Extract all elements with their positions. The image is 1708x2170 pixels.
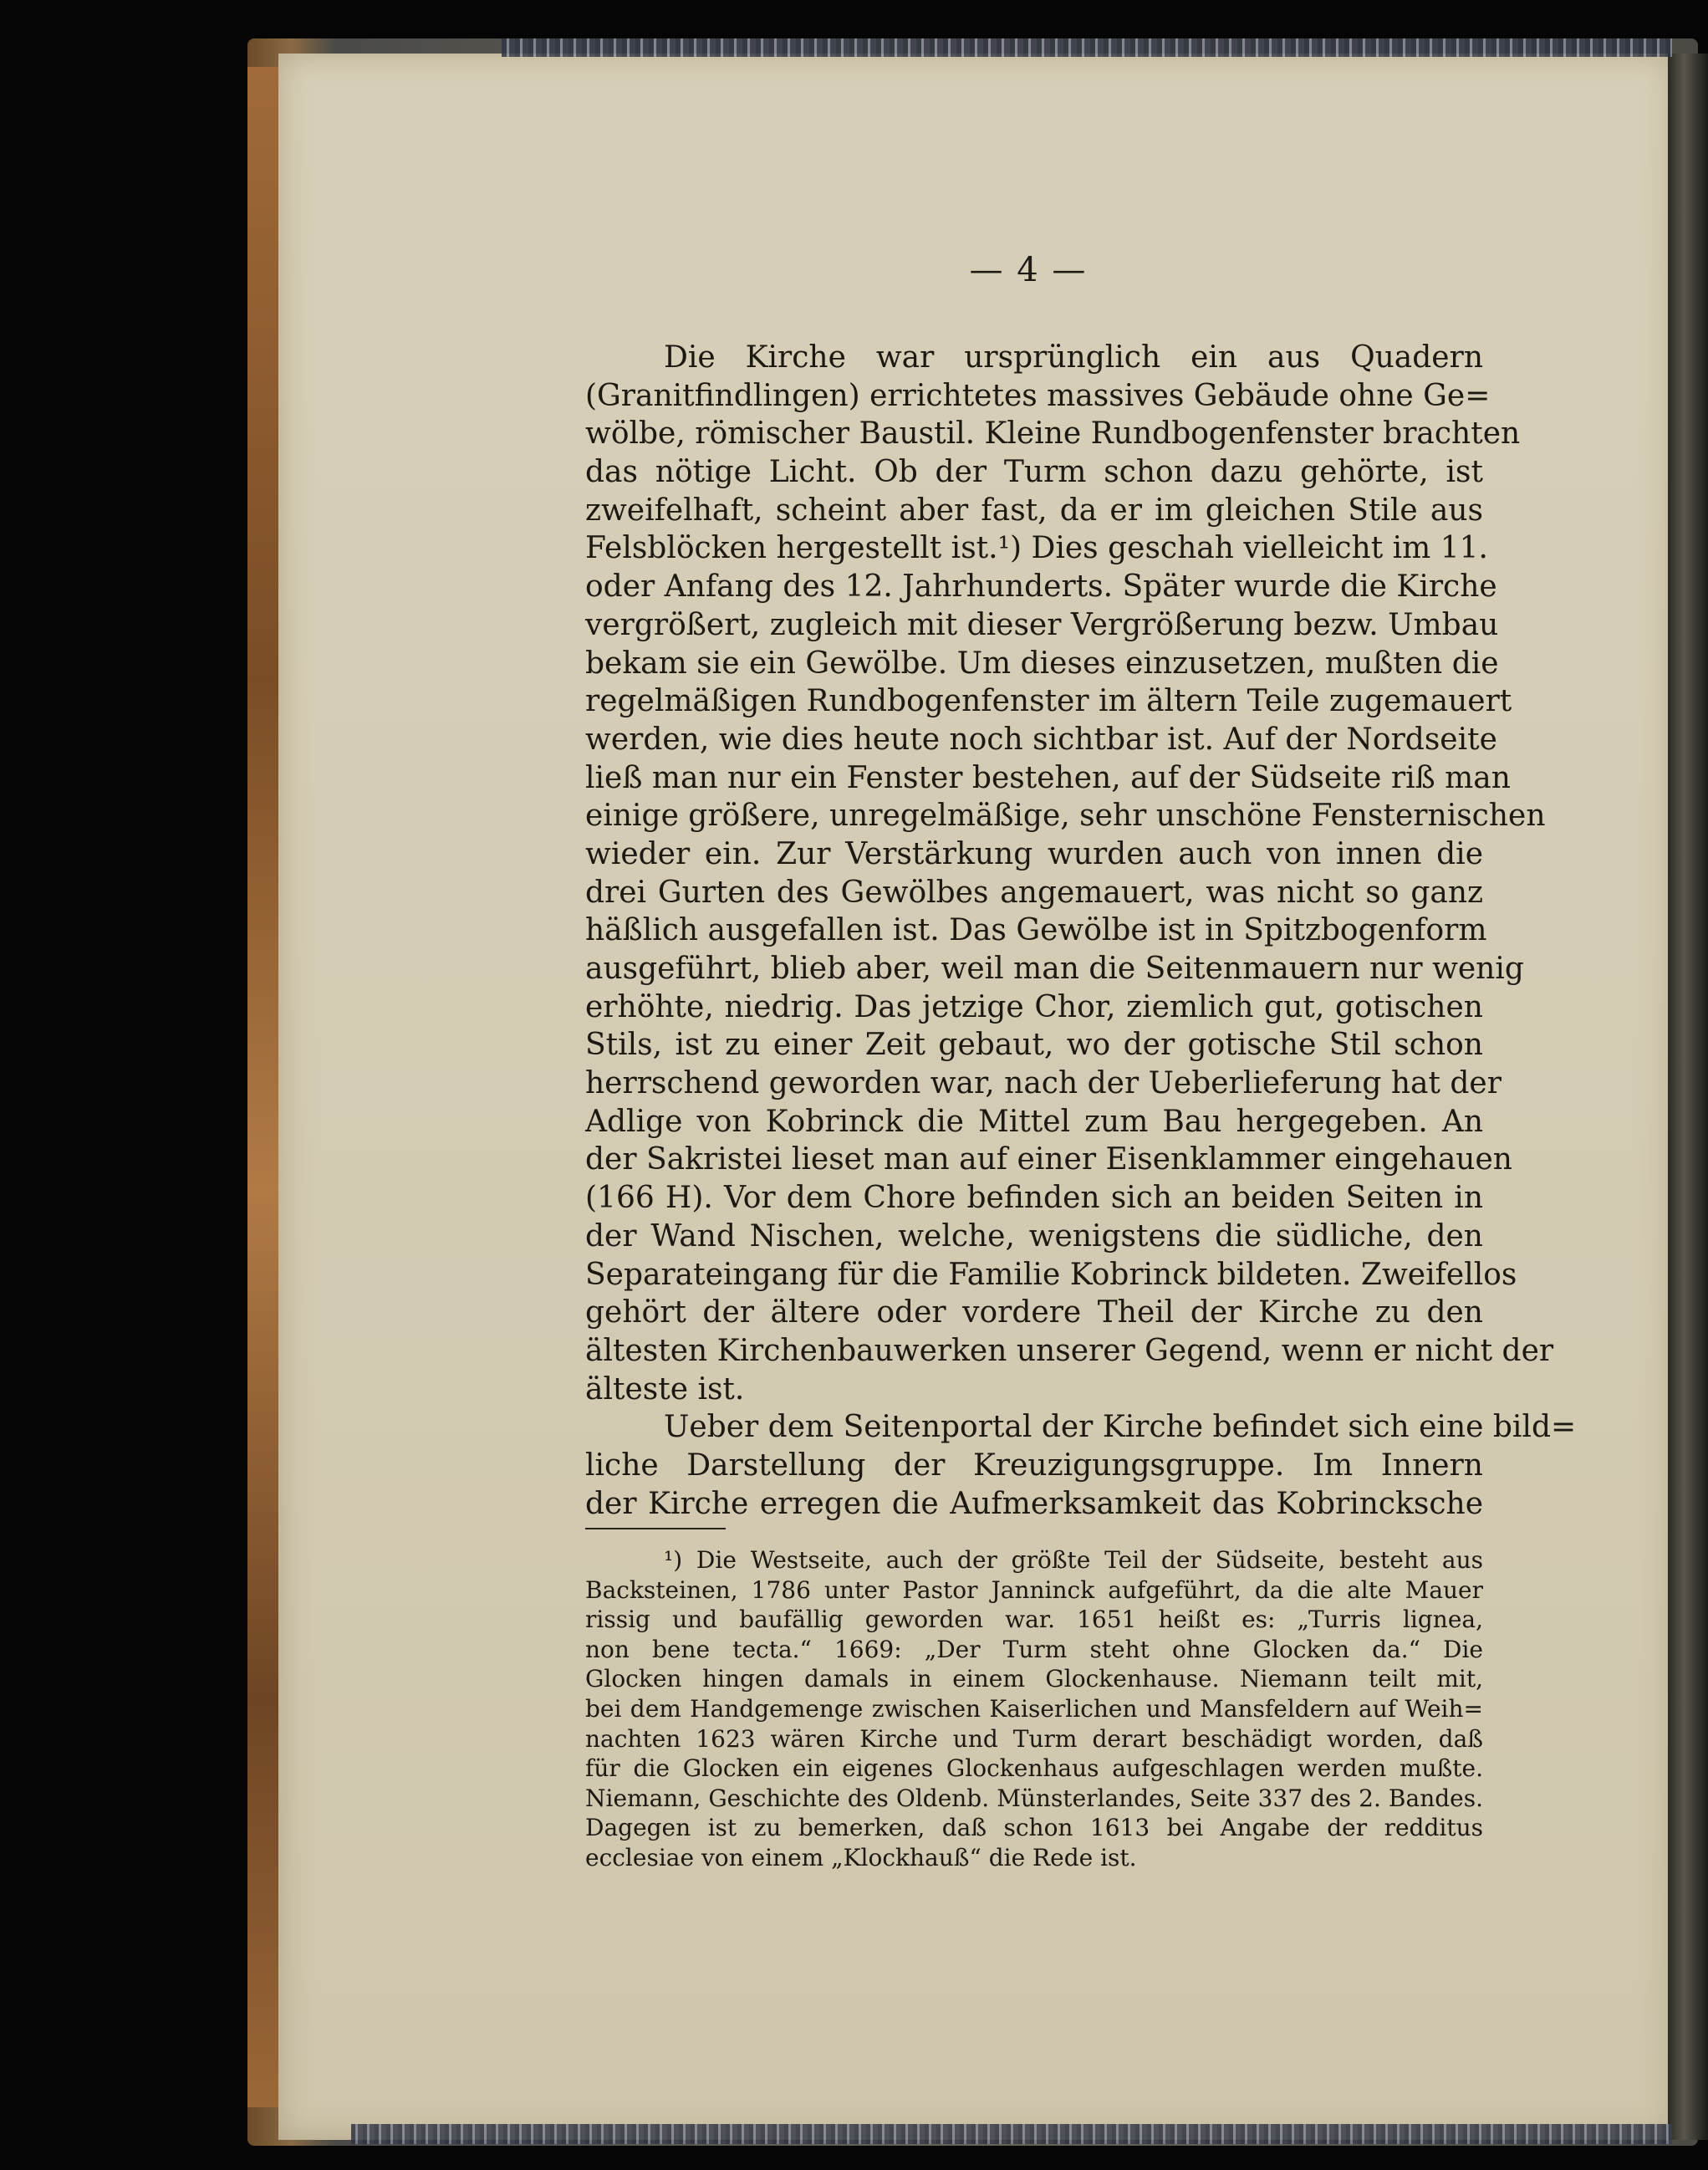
text-line: einige größere, unregelmäßige, sehr unschöne Fensternischen (585, 799, 1546, 834)
footnote-line: Glocken hingen damals in einem Glockenhause. Niemann teilt mit, (585, 1665, 1483, 1693)
footnote-line: ¹) Die Westseite, auch der größte Teil der Südseite, besteht aus (664, 1546, 1483, 1574)
footnote-line: Dagegen ist zu bemerken, daß schon 1613 bei Angabe der redditus (585, 1814, 1483, 1842)
footnote-line: Niemann, Geschichte des Oldenb. Münsterlandes, Seite 337 des 2. Bandes. (585, 1784, 1483, 1812)
text-line: Die Kirche war ursprünglich ein aus Quadern (664, 340, 1483, 375)
text-line: oder Anfang des 12. Jahrhunderts. Später wurde die Kirche (585, 569, 1497, 605)
text-line: wölbe, römischer Baustil. Kleine Rundbogenfenster brachten (585, 416, 1521, 452)
top-binding-edge (502, 38, 1672, 57)
text-line: regelmäßigen Rundbogenfenster im ältern Teile zugemauert (585, 684, 1512, 719)
text-line: (166 H). Vor dem Chore befinden sich an beiden Seiten in (585, 1181, 1483, 1216)
footnote-separator (585, 1528, 726, 1529)
text-line: ließ man nur ein Fenster bestehen, auf der Südseite riß man (585, 760, 1511, 795)
text-line: vergrößert, zugleich mit dieser Vergrößerung bezw. Umbau (585, 607, 1499, 642)
text-line: erhöhte, niedrig. Das jetzige Chor, ziemlich gut, gotischen (585, 989, 1483, 1024)
text-line: Ueber dem Seitenportal der Kirche befindet sich eine bild= (664, 1410, 1577, 1445)
text-line: wieder ein. Zur Verstärkung wurden auch von innen die (585, 836, 1483, 871)
bottom-binding-edge (351, 2124, 1672, 2144)
text-line: Separateingang für die Familie Kobrinck bildeten. Zweifellos (585, 1257, 1517, 1292)
text-line: Adlige von Kobrinck die Mittel zum Bau hergegeben. An (585, 1104, 1483, 1139)
page-number: — 4 — (969, 251, 1088, 289)
text-line: häßlich ausgefallen ist. Das Gewölbe ist in Spitzbogenform (585, 913, 1487, 948)
text-line: liche Darstellung der Kreuzigungsgruppe. Im Innern (585, 1448, 1483, 1483)
text-line: der Sakristei lieset man auf einer Eisenklammer eingehauen (585, 1142, 1512, 1177)
text-line: älteste ist. (585, 1371, 745, 1407)
footnote-line: ecclesiae von einem „Klockhauß“ die Rede ist. (585, 1843, 1137, 1871)
text-line: das nötige Licht. Ob der Turm schon dazu gehörte, ist (585, 455, 1483, 490)
text-line: herrschend geworden war, nach der Ueberlieferung hat der (585, 1066, 1502, 1101)
text-line: zweifelhaft, scheint aber fast, da er im gleichen Stile aus (585, 493, 1483, 528)
book-gutter (1668, 54, 1708, 2140)
text-line: Stils, ist zu einer Zeit gebaut, wo der gotische Stil schon (585, 1028, 1483, 1063)
text-line: (Granitfindlingen) errichtetes massives Gebäude ohne Ge= (585, 378, 1491, 413)
footnote-line: nachten 1623 wären Kirche und Turm derart beschädigt worden, daß (585, 1724, 1483, 1753)
text-line: ausgeführt, blieb aber, weil man die Seitenmauern nur wenig (585, 952, 1524, 986)
footnote-line: bei dem Handgemenge zwischen Kaiserlichen und Mansfeldern auf Weih= (585, 1694, 1483, 1723)
body-text (585, 339, 1577, 1523)
footnote-line: rissig und baufällig geworden war. 1651 heißt es: „Turris lignea, (585, 1606, 1483, 1634)
footnote (585, 1545, 1483, 1873)
text-line: Felsblöcken hergestellt ist.¹) Dies geschah vielleicht im 11. (585, 531, 1488, 566)
text-line: werden, wie dies heute noch sichtbar ist. Auf der Nordseite (585, 722, 1497, 757)
text-line: der Kirche erregen die Aufmerksamkeit das Kobrincksche (585, 1486, 1483, 1521)
text-line: der Wand Nischen, welche, wenigstens die südliche, den (585, 1218, 1483, 1253)
text-line: drei Gurten des Gewölbes angemauert, was nicht so ganz (585, 875, 1483, 910)
footnote-line: non bene tecta.“ 1669: „Der Turm steht ohne Glocken da.“ Die (585, 1635, 1483, 1663)
footnote-line: für die Glocken ein eigenes Glockenhaus aufgeschlagen werden mußte. (585, 1754, 1483, 1783)
text-line: gehört der ältere oder vordere Theil der Kirche zu den (585, 1295, 1483, 1330)
text-line: bekam sie ein Gewölbe. Um dieses einzusetzen, mußten die (585, 646, 1499, 681)
footnote-line: Backsteinen, 1786 unter Pastor Janninck aufgeführt, da die alte Mauer (585, 1575, 1483, 1604)
leather-spine-edge (247, 67, 279, 2107)
text-line: ältesten Kirchenbauwerken unserer Gegend, wenn er nicht der (585, 1333, 1554, 1368)
